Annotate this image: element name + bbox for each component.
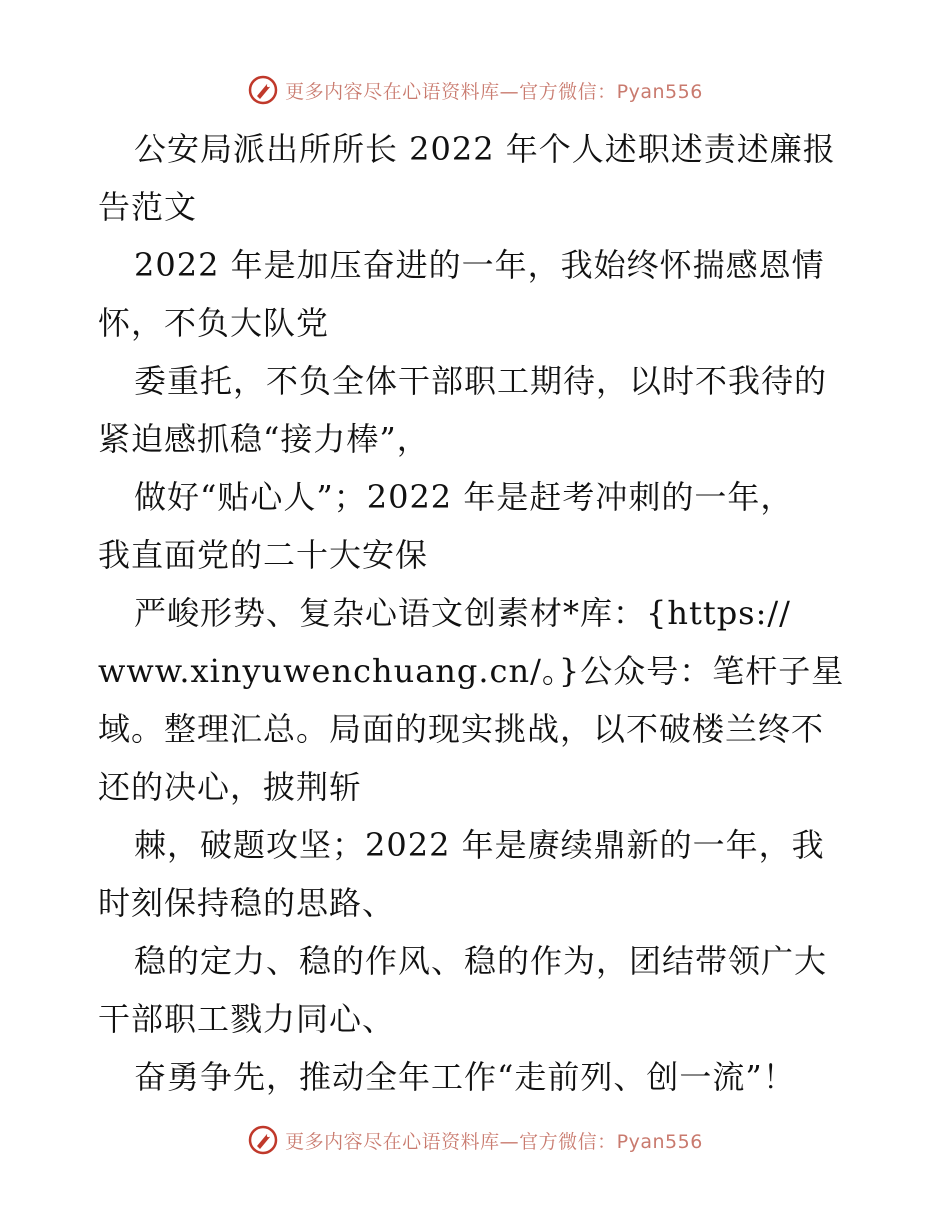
text-line: www.xinyuwenchuang.cn/。}公众号：笔杆子星 — [98, 652, 845, 690]
text-line: 严峻形势、复杂心语文创素材*库：{https:// — [134, 594, 791, 632]
text-line: 公安局派出所所长 2022 年个人述职述责述廉报 — [134, 130, 836, 168]
watermark-text: 更多内容尽在心语资料库—官方微信：Pyan556 — [285, 80, 703, 103]
text-line: 还的决心，披荆斩 — [98, 768, 363, 806]
text-line: 我直面党的二十大安保 — [98, 536, 429, 574]
footer-watermark — [0, 1120, 950, 1160]
text-line: 委重托，不负全体干部职工期待，以时不我待的 — [134, 362, 828, 400]
text-line: 怀，不负大队党 — [98, 304, 330, 342]
text-line: 棘，破题攻坚；2022 年是赓续鼎新的一年，我 — [134, 826, 825, 864]
text-line: 紧迫感抓稳“接力棒”， — [98, 420, 430, 458]
text-line: 告范文 — [98, 188, 198, 226]
text-line: 干部职工戮力同心、 — [98, 1000, 396, 1038]
text-line: 稳的定力、稳的作风、稳的作为，团结带领广大 — [134, 942, 828, 980]
text-line: 2022 年是加压奋进的一年，我始终怀揣感恩情 — [134, 246, 825, 284]
pen-nib-logo-icon — [247, 74, 279, 106]
pen-nib-logo-icon — [247, 1124, 279, 1156]
text-line: 奋勇争先，推动全年工作“走前列、创一流”！ — [134, 1058, 796, 1096]
document-body — [98, 120, 868, 1106]
text-line: 时刻保持稳的思路、 — [98, 884, 396, 922]
header-watermark — [0, 70, 950, 110]
text-line: 域。整理汇总。局面的现实挑战，以不破楼兰终不 — [98, 710, 825, 748]
text-line: 做好“贴心人”；2022 年是赶考冲刺的一年， — [134, 478, 794, 516]
watermark-text: 更多内容尽在心语资料库—官方微信：Pyan556 — [285, 1130, 703, 1153]
